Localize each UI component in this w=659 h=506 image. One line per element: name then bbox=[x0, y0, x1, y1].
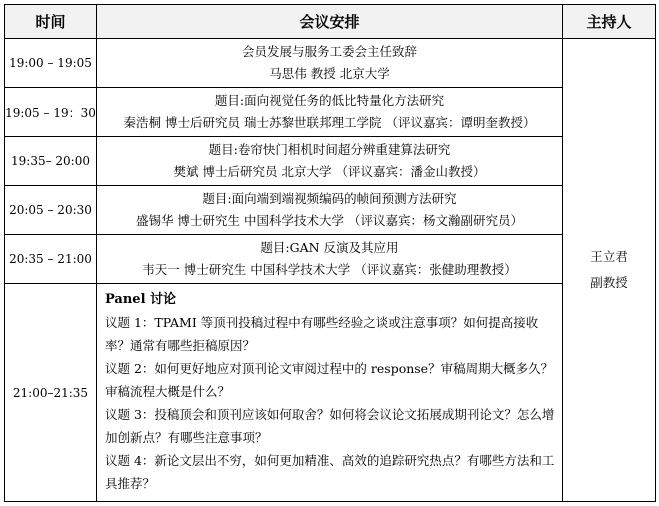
session-row bbox=[5, 137, 656, 186]
host-name: 王立君 bbox=[590, 249, 628, 264]
session-title: 题目:面向端到端视频编码的帧间预测方法研究 bbox=[202, 191, 457, 206]
panel-details bbox=[97, 284, 563, 502]
host-title: 副教授 bbox=[590, 275, 628, 290]
session-row bbox=[5, 88, 656, 137]
session-details bbox=[97, 186, 563, 235]
session-details bbox=[97, 137, 563, 186]
session-row bbox=[5, 186, 656, 235]
session-speaker: 秦浩桐 博士后研究员 瑞士苏黎世联邦理工学院 （评议嘉宾：谭明奎教授） bbox=[123, 115, 536, 130]
panel-time: 21:00–21:35 bbox=[5, 284, 97, 502]
session-row bbox=[5, 235, 656, 284]
session-title: 题目:卷帘快门相机时间超分辨重建算法研究 bbox=[208, 142, 451, 157]
panel-title: Panel 讨论 bbox=[105, 292, 177, 307]
session-details bbox=[97, 235, 563, 284]
session-time: 20:35 – 21:00 bbox=[5, 235, 97, 284]
session-speaker: 马思伟 教授 北京大学 bbox=[269, 66, 390, 81]
session-time: 19:05 – 19：30 bbox=[5, 88, 97, 137]
session-speaker: 韦天一 博士研究生 中国科学技术大学 （评议嘉宾：张健助理教授） bbox=[142, 262, 517, 277]
header-row bbox=[5, 5, 656, 39]
schedule-table bbox=[4, 4, 656, 502]
panel-topic: 议题 2：如何更好地应对顶刊论文审阅过程中的 response？审稿周期大概多久？审稿流程大概是什么？ bbox=[105, 361, 554, 399]
session-title: 会员发展与服务工委会主任致辞 bbox=[241, 44, 417, 59]
panel-topic: 议题 3：投稿顶会和顶刊应该如何取舍？如何将会议论文拓展成期刊论文？怎么增加创新点？有哪些注意事项？ bbox=[105, 407, 555, 445]
panel-row bbox=[5, 284, 656, 502]
header-host: 主持人 bbox=[563, 5, 656, 39]
session-time: 19:00 – 19:05 bbox=[5, 39, 97, 88]
host-cell bbox=[563, 39, 656, 502]
session-speaker: 盛锡华 博士研究生 中国科学技术大学 （评议嘉宾：杨文瀚副研究员） bbox=[136, 213, 523, 228]
session-title: 题目:面向视觉任务的低比特量化方法研究 bbox=[214, 93, 445, 108]
session-time: 20:05 – 20:30 bbox=[5, 186, 97, 235]
session-title: 题目:GAN 反演及其应用 bbox=[260, 240, 399, 255]
session-details bbox=[97, 88, 563, 137]
session-speaker: 樊斌 博士后研究员 北京大学 （评议嘉宾：潘金山教授） bbox=[173, 164, 486, 179]
session-time: 19:35– 20:00 bbox=[5, 137, 97, 186]
session-row bbox=[5, 39, 656, 88]
panel-topic: 议题 4：新论文层出不穷，如何更加精准、高效的追踪研究热点？有哪些方法和工具推荐？ bbox=[105, 453, 555, 491]
header-agenda: 会议安排 bbox=[97, 5, 563, 39]
header-time: 时间 bbox=[5, 5, 97, 39]
panel-topic: 议题 1：TPAMI 等顶刊投稿过程中有哪些经验之谈或注意事项？如何提高接收率？通常有哪些拒稿原因？ bbox=[105, 315, 539, 353]
session-details bbox=[97, 39, 563, 88]
